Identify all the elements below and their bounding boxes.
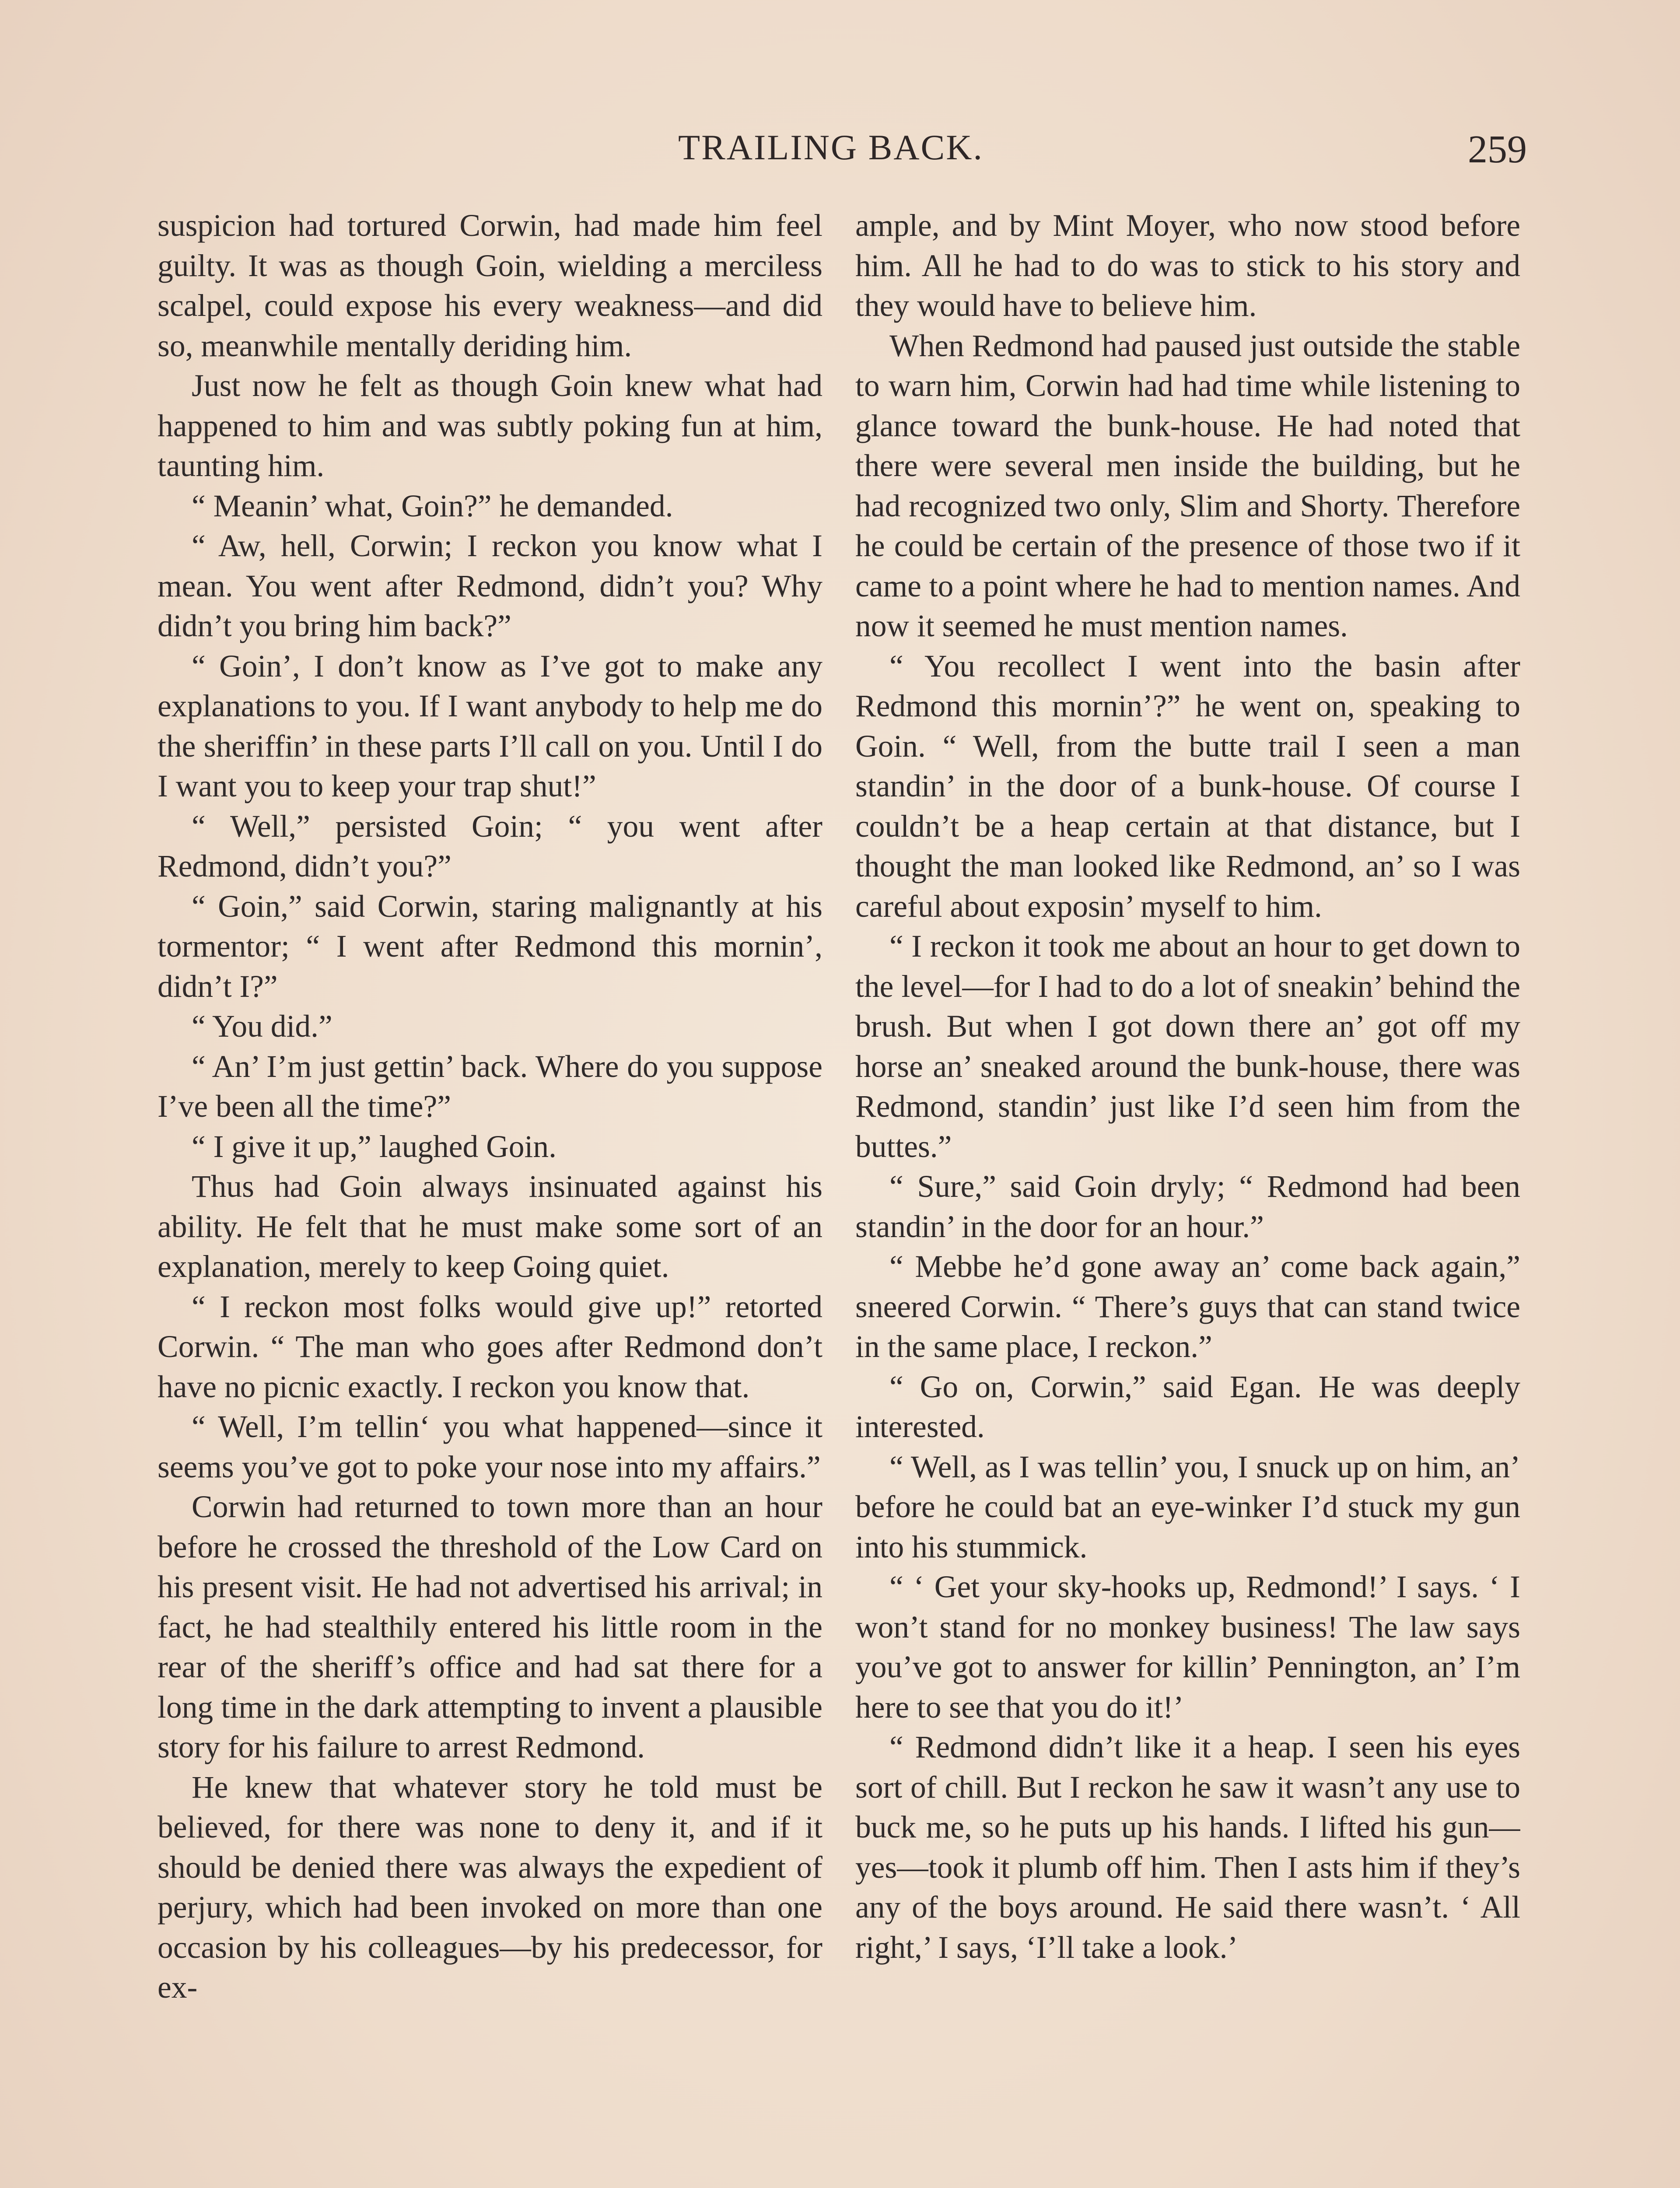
paragraph: When Redmond had paused just outside the stable to warn him, Corwin had had time while listening to glance toward the bunk-house. He had noted that there were several men inside the building, but he had recognized two only, Slim and Shorty. Therefore he could be certain of the presence of those two if it came to a point where he had to mention names. And now it seemed he must mention names. <box>855 328 1520 643</box>
paragraph: “ Well,” persisted Goin; “ you went after Redmond, didn’t you?” <box>158 809 822 884</box>
paragraph: “ I give it up,” laughed Goin. <box>192 1129 556 1164</box>
paragraph: “ Goin’, I don’t know as I’ve got to make any explanations to you. If I want anybody to help me do the sheriffin’ in these parts I’ll call on you. Until I do I want you to keep your trap shut!” <box>158 649 822 803</box>
paragraph: He knew that whatever story he told must be believed, for there was none to deny it, and if it should be denied there was always the expedient of perjury, which had been invoked on more than one occasion by his colleagues—by his predecessor, for ex- <box>158 1770 822 2005</box>
paragraph: “ I reckon most folks would give up!” retorted Corwin. “ The man who goes after Redmond don’t have no picnic exactly. I reckon you know that. <box>158 1289 822 1404</box>
running-title: TRAILING BACK. <box>678 127 984 167</box>
paragraph: “ Well, I’m tellin‘ you what happened—since it seems you’ve got to poke your nose into my affairs.” <box>158 1410 822 1484</box>
paragraph: Just now he felt as though Goin knew what had happened to him and was subtly poking fun at him, taunting him. <box>158 368 822 483</box>
paragraph: “ Aw, hell, Corwin; I reckon you know what I mean. You went after Redmond, didn’t you? Why didn’t you bring him back?” <box>158 529 822 643</box>
right-text-column <box>855 206 1520 2188</box>
paragraph: “ You did.” <box>192 1009 332 1044</box>
paragraph: suspicion had tortured Corwin, had made him feel guilty. It was as though Goin, wielding a merciless scalpel, could expose his every weakness—and did so, meanwhile mentally deriding him. <box>158 208 822 363</box>
page-header <box>162 127 1527 179</box>
paragraph: “ Mebbe he’d gone away an’ come back again,” sneered Corwin. “ There’s guys that can stand twice in the same place, I reckon.” <box>855 1249 1520 1364</box>
paragraph: Thus had Goin always insinuated against his ability. He felt that he must make some sort of an explanation, merely to keep Going quiet. <box>158 1169 822 1284</box>
paragraph: “ Sure,” said Goin dryly; “ Redmond had been standin’ in the door for an hour.” <box>855 1169 1520 1244</box>
paragraph: ample, and by Mint Moyer, who now stood before him. All he had to do was to stick to his story and they would have to believe him. <box>855 208 1520 323</box>
page-number: 259 <box>1468 128 1527 171</box>
left-text-column <box>158 206 822 2188</box>
paragraph: “ You recollect I went into the basin after Redmond this mornin’?” he went on, speaking to Goin. “ Well, from the butte trail I seen a man standin’ in the door of a bunk-house. Of course I couldn’t be a heap certain at that distance, but I thought the man looked like Redmond, an’ so I was careful about exposin’ myself to him. <box>855 649 1520 924</box>
paragraph: “ Go on, Corwin,” said Egan. He was deeply interested. <box>855 1369 1520 1444</box>
paragraph: “ ‘ Get your sky-hooks up, Redmond!’ I says. ‘ I won’t stand for no monkey business! The law says you’ve got to answer for killin’ Pennington, an’ I’m here to see that you do it!’ <box>855 1570 1520 1725</box>
paragraph: “ An’ I’m just gettin’ back. Where do you suppose I’ve been all the time?” <box>158 1049 822 1124</box>
paragraph: “ Redmond didn’t like it a heap. I seen his eyes sort of chill. But I reckon he saw it wasn’t any use to buck me, so he puts up his hands. I lifted his gun—yes—took it plumb off him. Then I asts him if they’s any of the boys around. He said there wasn’t. ‘ All right,’ I says, ‘I’ll take a look.’ <box>855 1730 1520 1965</box>
paragraph: “ Meanin’ what, Goin?” he demanded. <box>192 488 673 523</box>
paragraph: “ Well, as I was tellin’ you, I snuck up on him, an’ before he could bat an eye-winker I’d stuck my gun into his stummick. <box>855 1449 1520 1564</box>
paragraph: Corwin had returned to town more than an hour before he crossed the threshold of the Low Card on his present visit. He had not advertised his arrival; in fact, he had stealthily entered his little room in the rear of the sheriff’s office and had sat there for a long time in the dark attempting to invent a plausible story for his failure to arrest Redmond. <box>158 1490 822 1764</box>
paragraph: “ I reckon it took me about an hour to get down to the level—for I had to do a lot of sneakin’ behind the brush. But when I got down there an’ got off my horse an’ sneaked around the bunk-house, there was Redmond, standin’ just like I’d seen him from the buttes.” <box>855 929 1520 1164</box>
paragraph: “ Goin,” said Corwin, staring malignantly at his tormentor; “ I went after Redmond this mornin’, didn’t I?” <box>158 889 822 1004</box>
